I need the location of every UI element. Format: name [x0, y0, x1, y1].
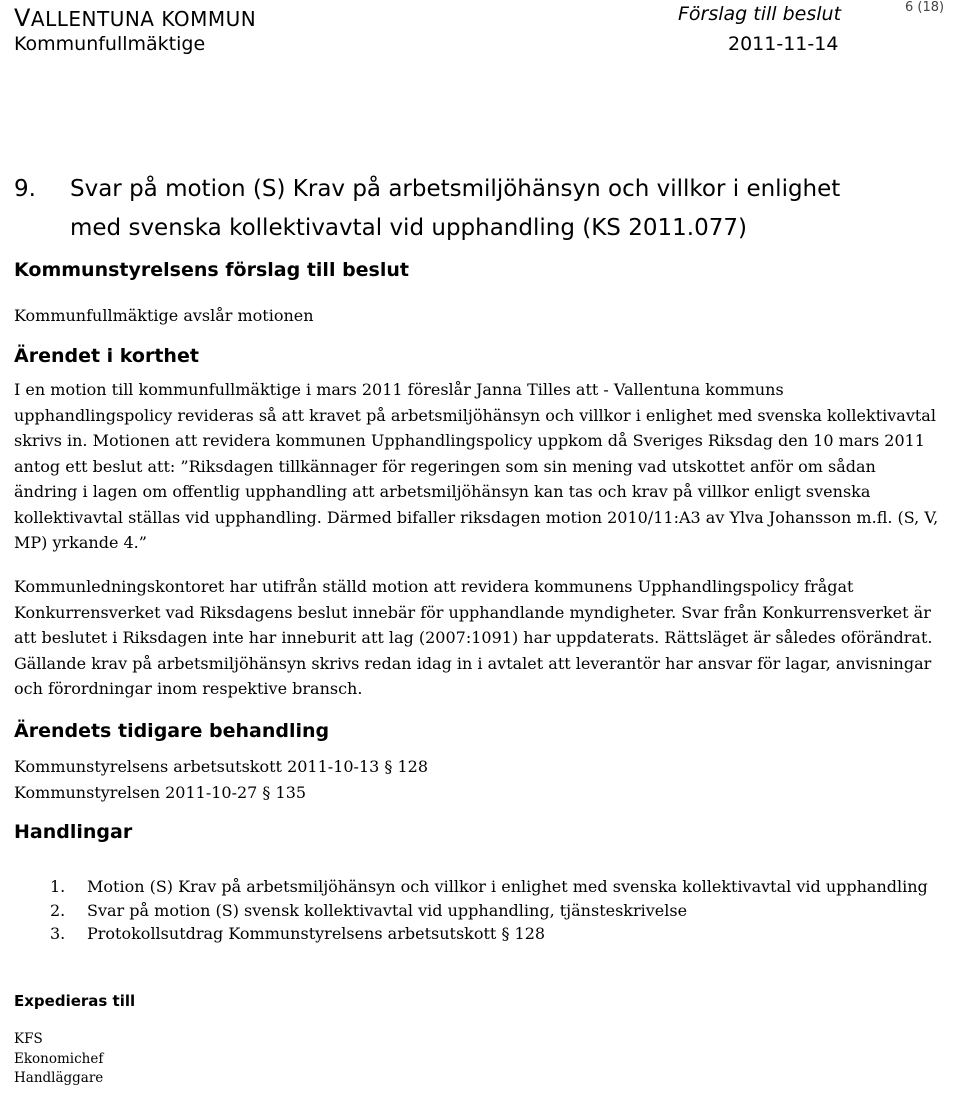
- item-title-line1: Svar på motion (S) Krav på arbetsmiljöhänsyn och villkor i enlighet: [70, 176, 841, 202]
- list-item-number: 2.: [50, 900, 66, 920]
- list-item-text: Svar på motion (S) svensk kollektivavtal vid upphandling, tjänsteskrivelse: [87, 900, 688, 920]
- list-item: [14, 875, 944, 899]
- organization-name: [14, 4, 256, 32]
- item-title: [14, 170, 944, 248]
- summary-paragraph-2: Kommunledningskontoret har utifrån ställd motion att revidera kommunens Upphandlingspolicy frågat Konkurrensverket vad Riksdagens beslut innebär för upphandlande myndigheter. Svar från Konkurrensverket är att beslutet i Riksdagen inte har inneburit att lag (2007:1091) har uppdaterats. Rättsläget är således oförändrat. Gällande krav på arbetsmiljöhänsyn skrivs redan idag in i avtalet att leverantör har ansvar för lagar, anvisningar och förordningar inom respektive bransch.: [14, 577, 933, 698]
- org-initial: V: [14, 4, 31, 32]
- list-item-text: Protokollsutdrag Kommunstyrelsens arbetsutskott § 128: [87, 924, 546, 943]
- history-line-2: Kommunstyrelsen 2011-10-27 § 135: [14, 783, 307, 802]
- list-item-number: 1.: [50, 877, 66, 896]
- proposal-text: Kommunfullmäktige avslår motionen: [14, 306, 314, 325]
- page-number: 6 (18): [905, 0, 945, 15]
- summary-paragraph-1: I en motion till kommunfullmäktige i mars 2011 föreslår Janna Tilles att - Vallentuna kommuns upphandlingspolicy revideras så att kravet på arbetsmiljöhänsyn och villkor i enlighet med svenska kollektivavtal skrivs in. Motionen att revidera kommunen Upphandlingspolicy uppkom då Sveriges Riksdag den 10 mars 2011 antog ett beslut att: ”Riksdagen tillkännager för regeringen som sin mening vad utskottet anför om sådan ändring i lagen om offentlig upphandling att arbetsmiljöhänsyn kan tas och krav på villkor enligt svenska kollektivavtal ställas vid upphandling. Därmed bifaller riksdagen motion 2010/11:A3 av Ylva Johansson m.fl. (S, V, MP) yrkande 4.”: [14, 380, 939, 552]
- item-number: 9.: [14, 176, 36, 202]
- item-title-line2: med svenska kollektivavtal vid upphandling (KS 2011.077): [70, 215, 747, 241]
- decision-body: Kommunfullmäktige: [14, 33, 206, 55]
- history-heading: Ärendets tidigare behandling: [14, 720, 330, 742]
- list-item: [14, 922, 944, 946]
- dispatch-recipients: [14, 1030, 103, 1089]
- org-rest: ALLENTUNA KOMMUN: [30, 7, 257, 31]
- recipient: Handläggare: [14, 1070, 104, 1086]
- summary-heading: Ärendet i korthet: [14, 345, 199, 367]
- history-line-1: Kommunstyrelsens arbetsutskott 2011-10-13 § 128: [14, 757, 429, 776]
- document-status: Förslag till beslut: [678, 3, 842, 25]
- documents-list: [14, 875, 944, 946]
- documents-heading: Handlingar: [14, 821, 133, 843]
- list-item-number: 3.: [50, 924, 66, 943]
- proposal-heading: Kommunstyrelsens förslag till beslut: [14, 259, 409, 281]
- list-item-text: Motion (S) Krav på arbetsmiljöhänsyn och villkor i enlighet med svenska kollektivavtal vid upphandling: [87, 877, 928, 896]
- recipient: KFS: [14, 1031, 43, 1047]
- recipient: Ekonomichef: [14, 1050, 104, 1067]
- document-date: 2011-11-14: [728, 33, 839, 55]
- dispatch-heading: Expedieras till: [14, 992, 136, 1010]
- list-item: [14, 899, 944, 923]
